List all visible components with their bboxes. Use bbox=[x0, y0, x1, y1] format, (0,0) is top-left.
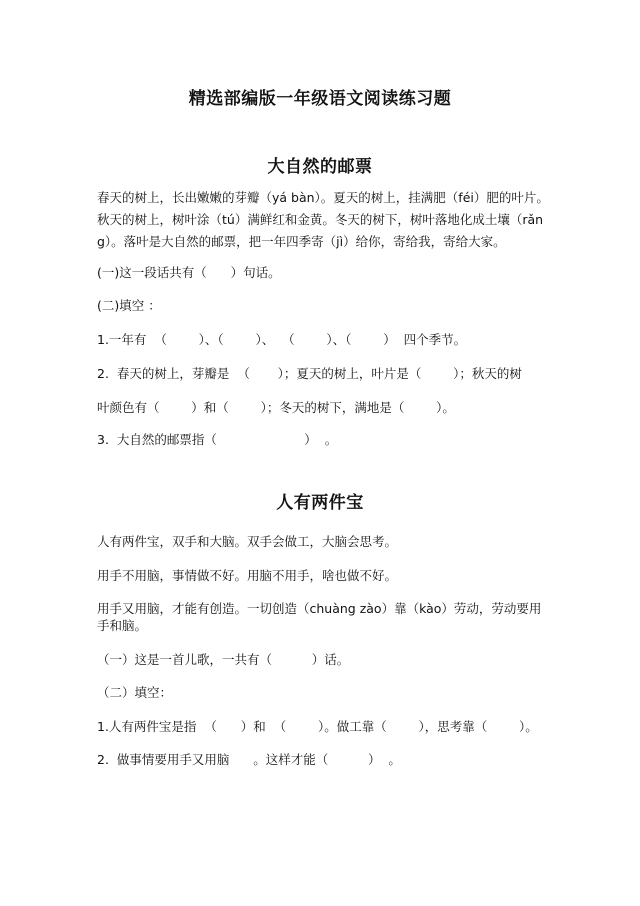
question-1: （一）这是一首儿歌，一共有（ ）话。 bbox=[97, 652, 350, 667]
fill-blank-create: 2. 做事情要用手又用脑 。这样才能（ ） 。 bbox=[97, 752, 401, 767]
fill-blank-trees-line2: 叶颜色有（ ）和（ ）；冬天的树下，满地是（ ）。 bbox=[97, 400, 455, 415]
question-2-heading: （二）填空： bbox=[97, 685, 173, 700]
passage-line: 秋天的树上，树叶涂（tú）满鲜红和金黄。冬天的树下，树叶落地化成土壤（rǎn bbox=[97, 212, 544, 227]
question-1: (一)这一段话共有（ ）句话。 bbox=[97, 265, 281, 280]
fill-blank-stamps: 3. 大自然的邮票指（ ） 。 bbox=[97, 432, 338, 447]
passage-line: g）。落叶是大自然的邮票，把一年四季寄（jì）给你，寄给我，寄给大家。 bbox=[97, 234, 506, 249]
section-title-stamps: 大自然的邮票 bbox=[267, 157, 373, 177]
poem-line: 用手又用脑，才能有创造。一切创造（chuàng zào）靠（kào）劳动，劳动要用 bbox=[97, 601, 542, 616]
question-2-heading: (二)填空 ： bbox=[97, 298, 161, 313]
poem-line: 人有两件宝，双手和大脑。双手会做工，大脑会思考。 bbox=[97, 534, 398, 549]
fill-blank-trees-line1: 2. 春天的树上，芽瓣是 （ ）；夏天的树上，叶片是（ ）；秋天的树 bbox=[97, 366, 522, 381]
poem-line: 用手不用脑，事情做不好。用脑不用手，啥也做不好。 bbox=[97, 568, 398, 583]
section-title-two-treasures: 人有两件宝 bbox=[276, 493, 364, 513]
passage-line: 春天的树上，长出嫩嫩的芽瓣（yá bàn）。夏天的树上，挂满肥（féi）肥的叶片。 bbox=[97, 190, 549, 205]
fill-blank-seasons: 1.一年有 （ ）、（ ）、 （ ）、（ ） 四个季节。 bbox=[97, 332, 467, 347]
document-title: 精选部编版一年级语文阅读练习题 bbox=[188, 89, 452, 109]
fill-blank-treasures: 1.人有两件宝是指 （ ）和 （ ）。做工靠（ ），思考靠（ ）。 bbox=[97, 719, 538, 734]
poem-line: 手和脑。 bbox=[97, 618, 148, 633]
